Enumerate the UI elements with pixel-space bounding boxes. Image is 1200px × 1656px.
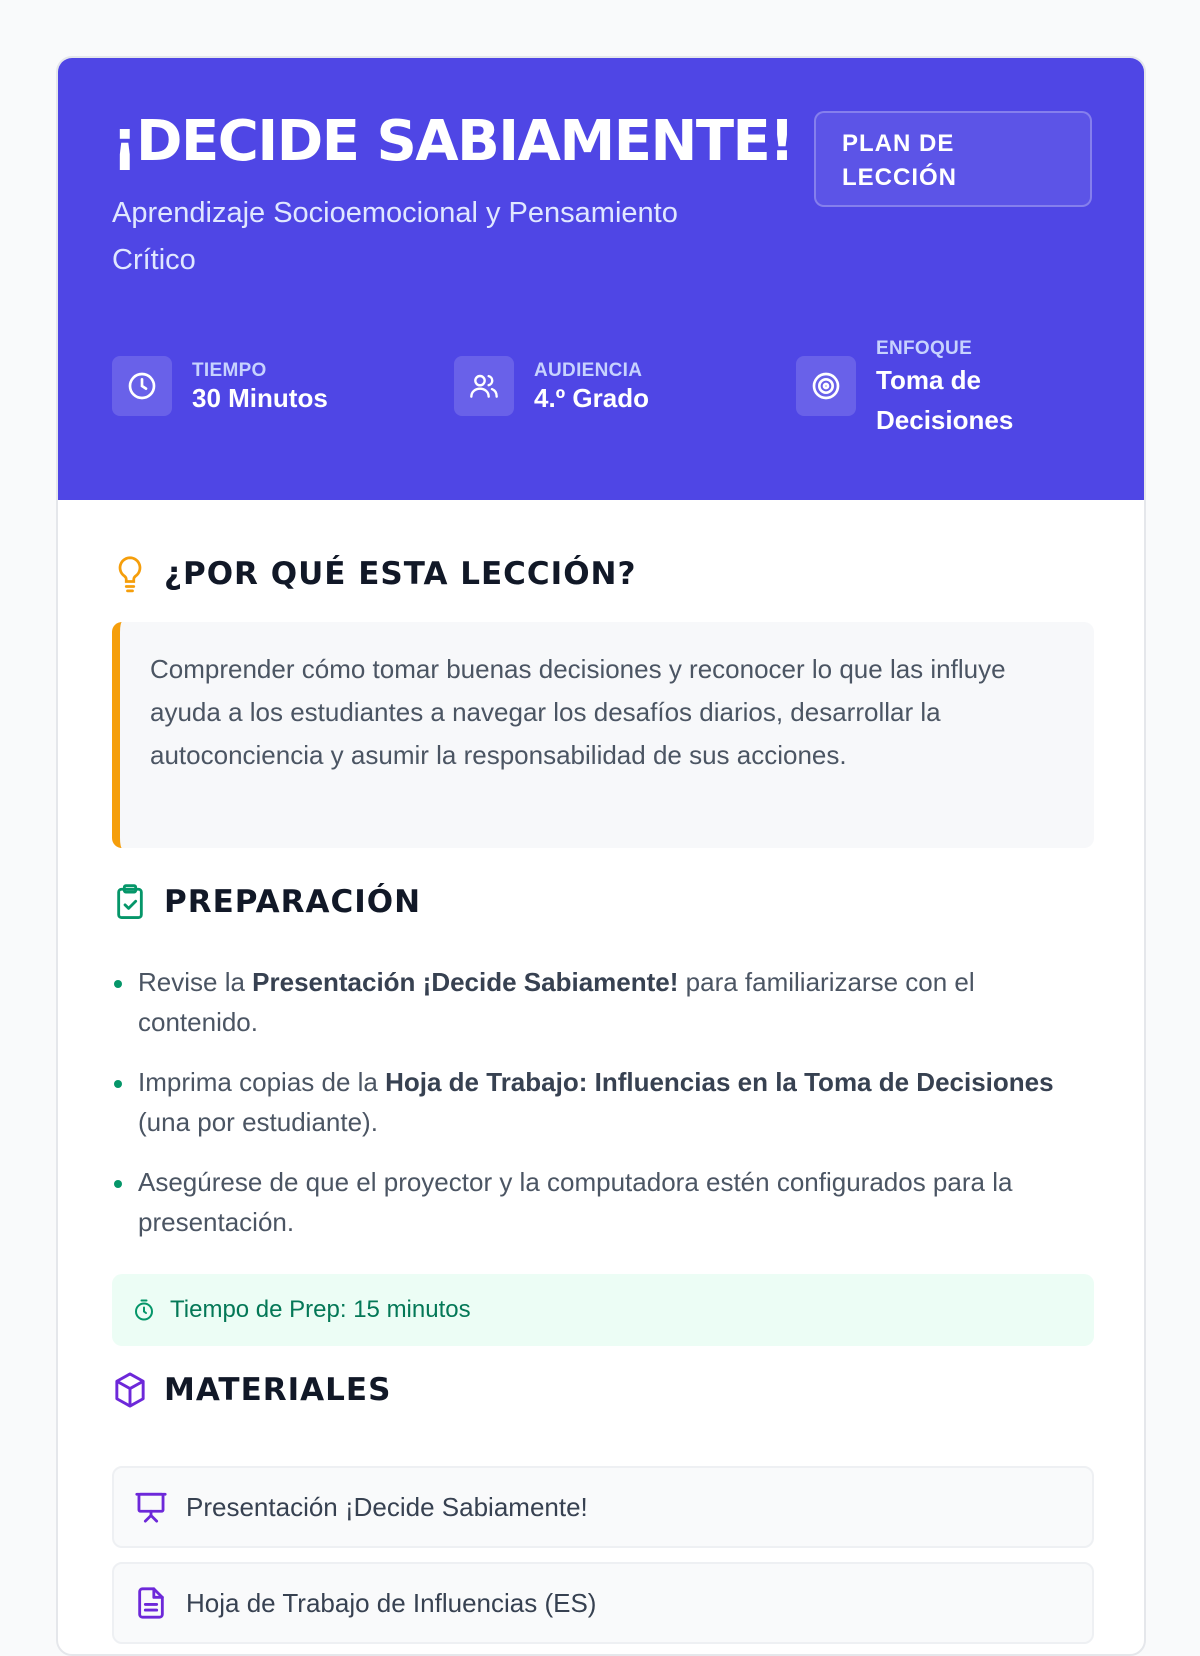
- material-label: Hoja de Trabajo de Influencias (ES): [186, 1587, 597, 1618]
- material-item[interactable]: [112, 1466, 1094, 1548]
- clock-icon: [112, 356, 172, 416]
- prep-section-header: [112, 882, 421, 922]
- list-item: Asegúrese de que el proyector y la computadora estén configurados para la presentación.: [112, 1162, 1094, 1242]
- prep-list: [112, 962, 1094, 1262]
- section-title: ¿POR QUÉ ESTA LECCIÓN?: [164, 556, 637, 592]
- lesson-plan-badge: PLAN DE LECCIÓN: [814, 111, 1092, 207]
- meta-focus: [796, 334, 1092, 454]
- lesson-meta: [112, 334, 1092, 454]
- section-title: MATERIALES: [164, 1372, 392, 1408]
- prep-time-badge: [112, 1274, 1094, 1346]
- section-title: PREPARACIÓN: [164, 884, 422, 920]
- list-item: Imprima copias de la Hoja de Trabajo: Influencias en la Toma de Decisiones (una por estudiante).: [112, 1062, 1094, 1142]
- presentation-icon: [134, 1490, 168, 1524]
- material-label: Presentación ¡Decide Sabiamente!: [186, 1491, 588, 1522]
- meta-label: TIEMPO: [192, 360, 267, 381]
- meta-label: ENFOQUE: [876, 338, 973, 359]
- meta-label: AUDIENCIA: [534, 360, 643, 381]
- materials-section-header: [112, 1370, 391, 1410]
- cube-icon: [112, 1370, 148, 1410]
- target-icon: [796, 356, 856, 416]
- meta-value: 30 Minutos: [192, 383, 328, 413]
- page-title: ¡DECIDE SABIAMENTE!: [112, 109, 794, 174]
- material-item[interactable]: [112, 1562, 1094, 1644]
- prep-time-text: Tiempo de Prep: 15 minutos: [170, 1296, 471, 1323]
- why-text: Comprender cómo tomar buenas decisiones y reconocer lo que las influye ayuda a los estudiantes a navegar los desafíos diarios, desarrollar la autoconciencia y asumir la responsabilidad de sus acciones.: [150, 654, 1006, 770]
- clipboard-check-icon: [112, 882, 148, 922]
- users-icon: [454, 356, 514, 416]
- meta-value: 4.º Grado: [534, 383, 649, 413]
- meta-audience: [454, 334, 754, 454]
- stopwatch-icon: [132, 1298, 156, 1322]
- why-callout: [112, 622, 1094, 848]
- meta-value: Toma de Decisiones: [876, 365, 1014, 435]
- page-subtitle: Aprendizaje Socioemocional y Pensamiento Crítico: [112, 197, 678, 276]
- lesson-plan-card: [56, 56, 1146, 1656]
- lightbulb-icon: [112, 554, 148, 594]
- document-icon: [134, 1586, 168, 1620]
- hero-header: [58, 58, 1144, 500]
- why-section-header: [112, 554, 636, 594]
- meta-time: [112, 334, 412, 454]
- list-item: Revise la Presentación ¡Decide Sabiamente! para familiarizarse con el contenido.: [112, 962, 1094, 1042]
